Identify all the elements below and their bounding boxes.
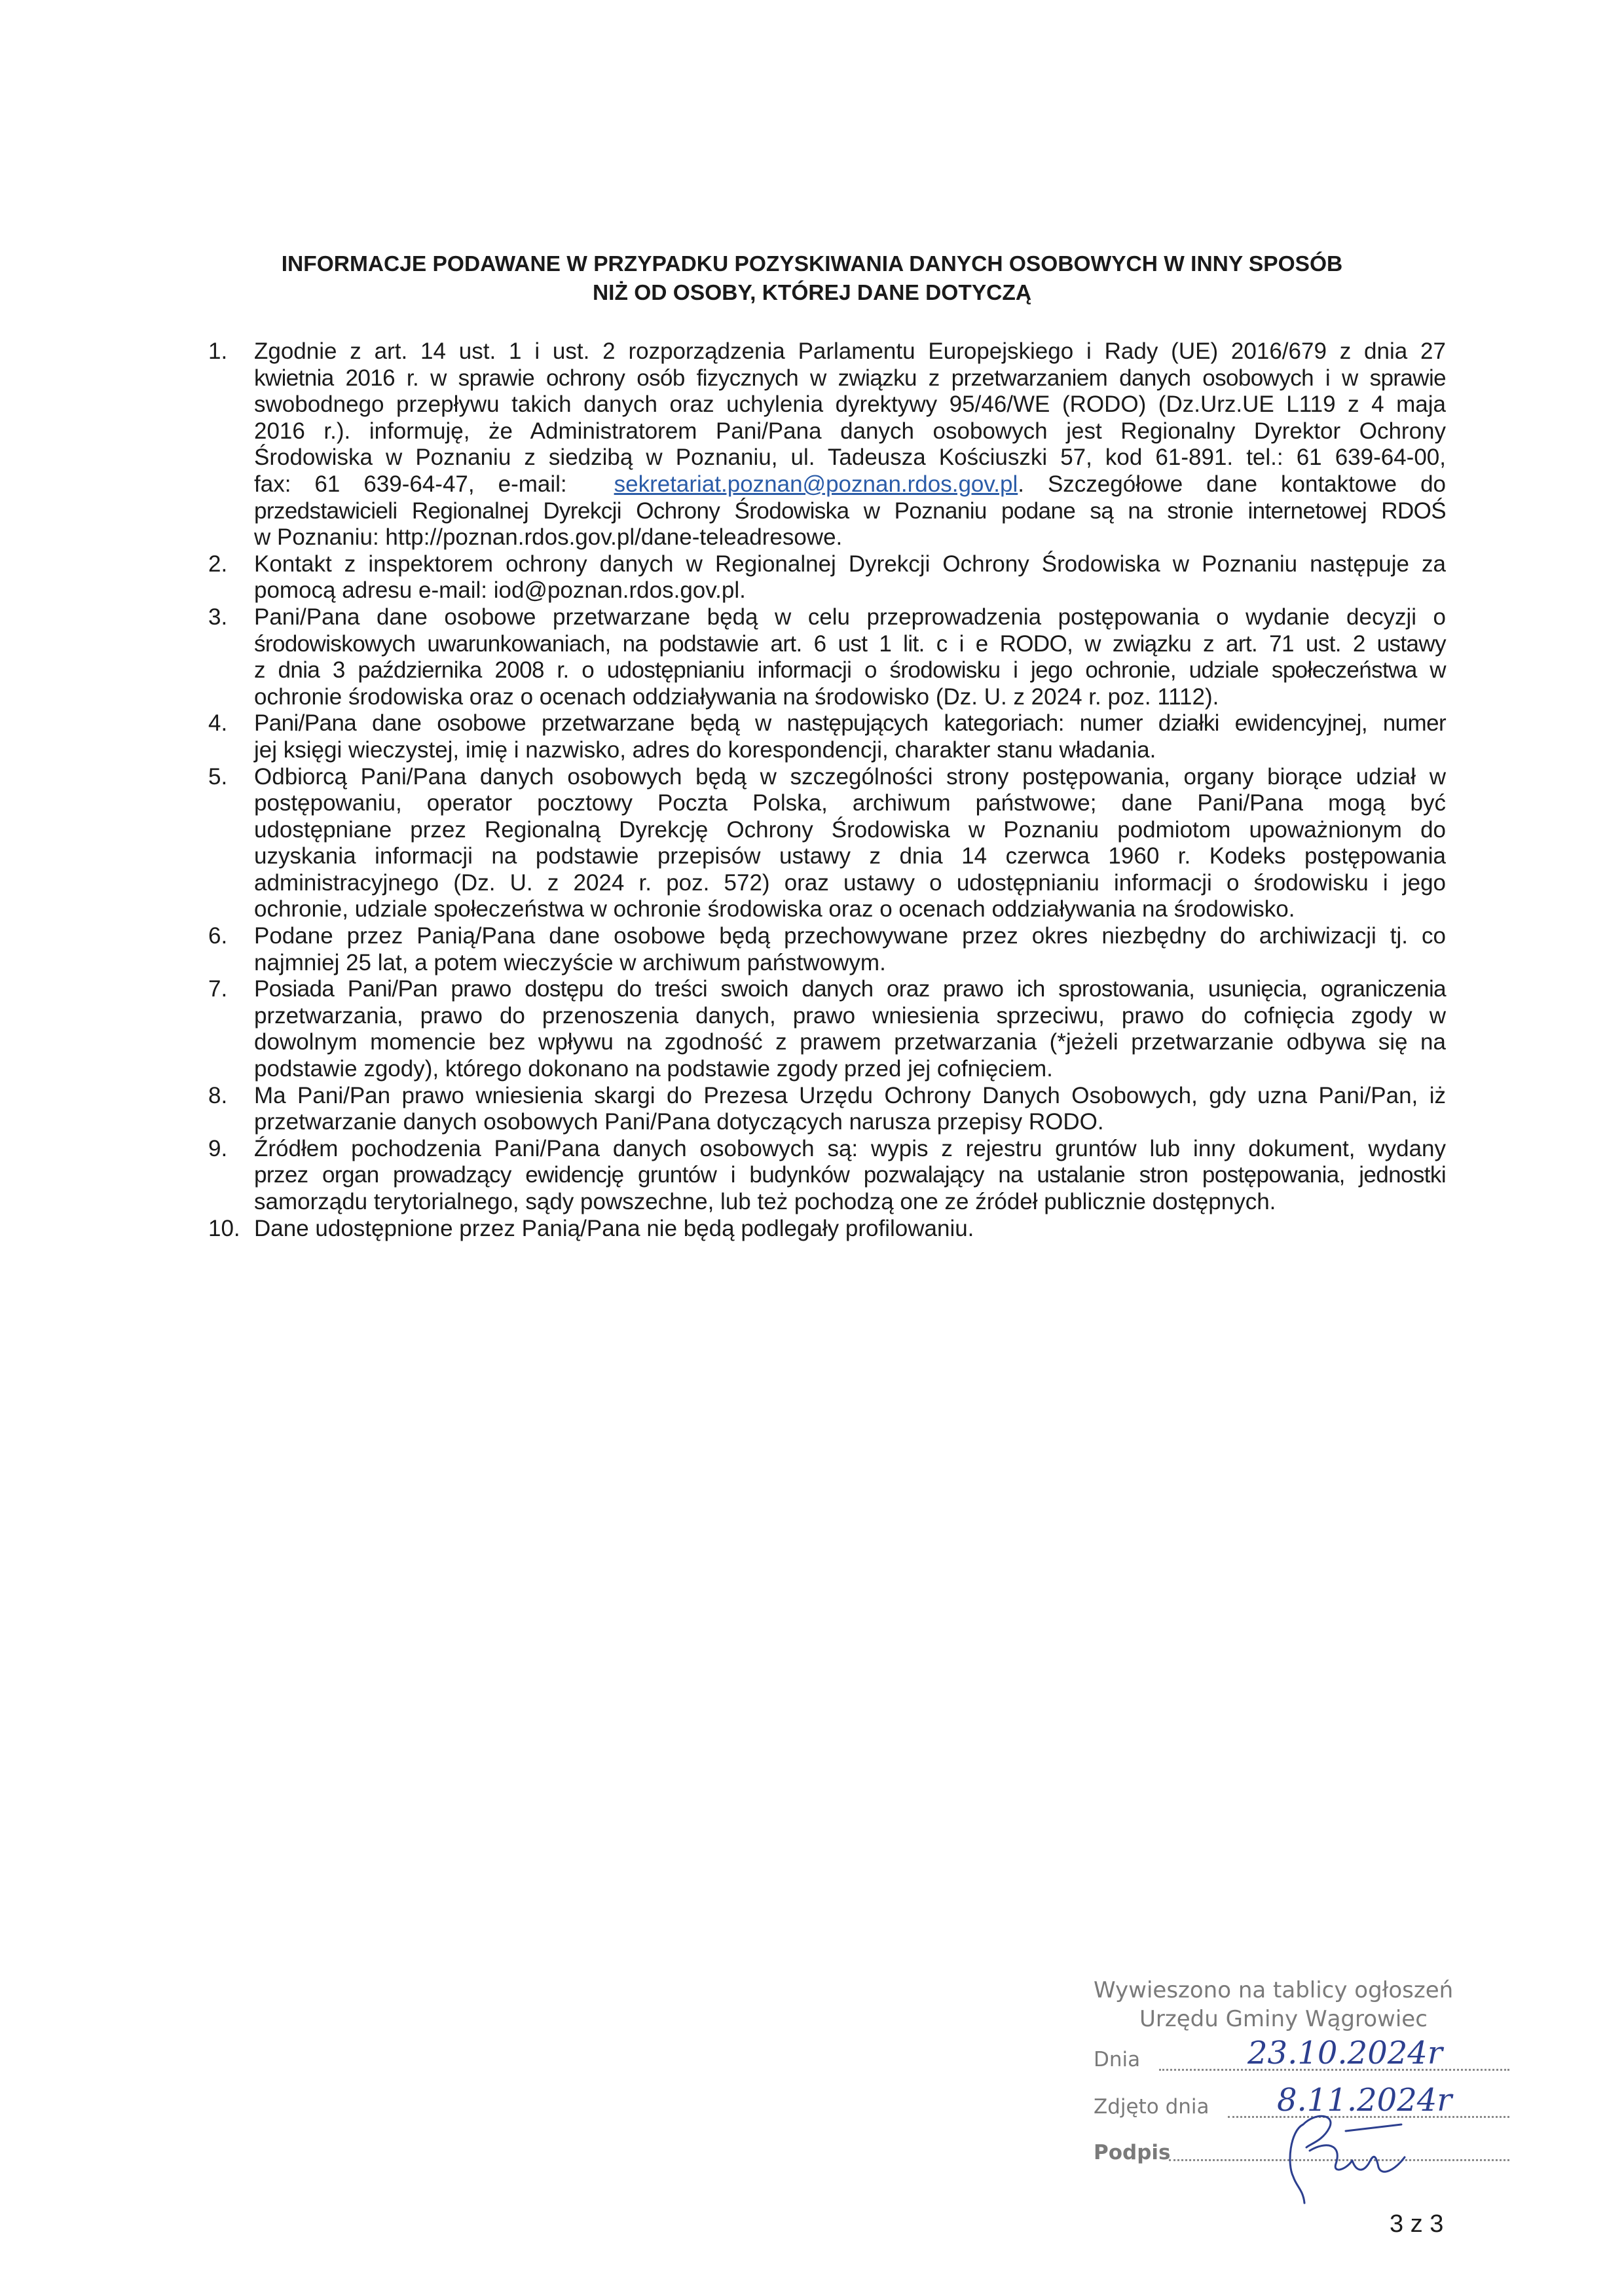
- clause-7: [208, 976, 1446, 1082]
- clause-line: Zgodnie z art. 14 ust. 1 i ust. 2 rozporządzenia Parlamentu Europejskiego i Rady (UE) 2016/679 z dnia 27: [254, 338, 1446, 364]
- clause-8: [208, 1083, 1446, 1136]
- clause-line: ochronie środowiska oraz o ocenach oddziaływania na środowisko (Dz. U. z 2024 r. poz. 1112).: [254, 683, 1219, 710]
- clause-line: postępowaniu, operator pocztowy Poczta Polska, archiwum państwowe; dane Pani/Pana mogą być: [254, 790, 1446, 816]
- clause-4: [208, 710, 1446, 763]
- clause-line: w Poznaniu: http://poznan.rdos.gov.pl/dane-teleadresowe.: [254, 524, 843, 551]
- stamp-signature-label: Podpis: [1094, 2141, 1171, 2164]
- page-number: 3 z 3: [1390, 2210, 1444, 2238]
- clause-number: 4.: [208, 710, 228, 737]
- clause-6: [208, 923, 1446, 976]
- clause-line: przedstawicieli Regionalnej Dyrekcji Ochrony Środowiska w Poznaniu podane są na stronie internetowej RDOŚ: [254, 498, 1446, 524]
- clause-line: jej księgi wieczystej, imię i nazwisko, adres do korespondencji, charakter stanu władania.: [254, 737, 1156, 763]
- clause-line: z dnia 3 października 2008 r. o udostępnianiu informacji o środowisku i jego ochronie, udziale społeczeństwa w: [254, 657, 1446, 683]
- clause-line: Pani/Pana dane osobowe przetwarzane będą w celu przeprowadzenia postępowania o wydanie decyzji o: [254, 604, 1446, 630]
- clause-line: Podane przez Panią/Pana dane osobowe będą przechowywane przez okres niezbędny do archiwizacji tj. co: [254, 923, 1446, 949]
- clause-line: ochronie, udziale społeczeństwa w ochronie środowiska oraz o ocenach oddziaływania na środowisko.: [254, 896, 1295, 922]
- clause-line: udostępniane przez Regionalną Dyrekcję Ochrony Środowiska w Poznaniu podmiotom upoważnionym do: [254, 816, 1446, 843]
- clause-line: podstawie zgody), którego dokonano na podstawie zgody przed jej cofnięciem.: [254, 1056, 1053, 1082]
- clause-9: [208, 1136, 1446, 1216]
- clause-number: 1.: [208, 338, 228, 364]
- removed-date-handwritten: 8.11.2024r: [1277, 2082, 1452, 2119]
- clause-line: samorządu terytorialnego, sądy powszechne, lub też pochodzą one ze źródeł publicznie dostępnych.: [254, 1189, 1276, 1214]
- clause-line: przez organ prowadzący ewidencję gruntów i budynków pozwalający na ustalanie stron postępowania, jednostki: [254, 1162, 1446, 1188]
- clause-line: Źródłem pochodzenia Pani/Pana danych osobowych są: wypis z rejestru gruntów lub inny dokument, wydany: [254, 1135, 1446, 1161]
- clause-line: Kontakt z inspektorem ochrony danych w Regionalnej Dyrekcji Ochrony Środowiska w Poznaniu następuje za: [254, 551, 1446, 577]
- clause-line: przetwarzania, prawo do przenoszenia danych, prawo wniesienia sprzeciwu, prawo do cofnięcia zgody w: [254, 1002, 1446, 1029]
- stamp-office-name: Urzędu Gminy Wągrowiec: [1139, 2006, 1428, 2032]
- title-line-1: INFORMACJE PODAWANE W PRZYPADKU POZYSKIWANIA DANYCH OSOBOWYCH W INNY SPOSÓB: [281, 252, 1343, 276]
- clause-3: [208, 604, 1446, 710]
- clause-line-with-email: [254, 471, 1446, 498]
- secretariat-email-link[interactable]: sekretariat.poznan@poznan.rdos.gov.pl: [614, 471, 1018, 497]
- clause-number: 2.: [208, 551, 228, 577]
- clause-line: swobodnego przepływu takich danych oraz uchylenia dyrektywy 95/46/WE (RODO) (Dz.Urz.UE L119 z 4 maja: [254, 392, 1446, 418]
- clause-line: administracyjnego (Dz. U. z 2024 r. poz. 572) oraz ustawy o udostępnianiu informacji o środowisku i jego: [254, 869, 1446, 896]
- clause-line: Posiada Pani/Pan prawo dostępu do treści swoich danych oraz prawo ich sprostowania, usunięcia, ograniczenia: [254, 976, 1446, 1002]
- email-label: fax: 61 639-64-47, e-mail:: [254, 471, 567, 497]
- information-clauses-list: [208, 338, 1446, 1242]
- clause-line: Ma Pani/Pan prawo wniesienia skargi do Prezesa Urzędu Ochrony Danych Osobowych, gdy uzna Pani/Pan, iż: [254, 1082, 1446, 1108]
- stamp-date-label: Dnia: [1094, 2048, 1141, 2071]
- contact-details-text: . Szczegółowe dane kontaktowe do: [1018, 471, 1446, 497]
- stamp-posted-text: Wywieszono na tablicy ogłoszeń: [1094, 1977, 1454, 2003]
- clause-number: 8.: [208, 1082, 228, 1108]
- clause-number: 6.: [208, 923, 228, 949]
- title-line-2: NIŻ OD OSOBY, KTÓREJ DANE DOTYCZĄ: [592, 281, 1032, 305]
- clause-line: uzyskania informacji na podstawie przepisów ustawy z dnia 14 czerwca 1960 r. Kodeks postępowania: [254, 843, 1446, 869]
- clause-line: najmniej 25 lat, a potem wieczyście w archiwum państwowym.: [254, 949, 886, 975]
- document-title: [196, 250, 1428, 308]
- handwritten-signature: [1264, 2105, 1414, 2210]
- clause-line: dowolnym momencie bez wpływu na zgodność z prawem przetwarzania (*jeżeli przetwarzanie odbywa się na: [254, 1029, 1446, 1055]
- clause-line: Środowiska w Poznaniu z siedzibą w Poznaniu, ul. Tadeusza Kościuszki 57, kod 61-891. tel.: 61 639-64-00,: [254, 445, 1446, 471]
- stamp-removed-label: Zdjęto dnia: [1094, 2095, 1209, 2119]
- clause-number: 10.: [208, 1215, 240, 1241]
- clause-2: [208, 551, 1446, 604]
- clause-number: 3.: [208, 604, 228, 630]
- clause-line: Odbiorcą Pani/Pana danych osobowych będą w szczególności strony postępowania, organy biorące udział w: [254, 763, 1446, 790]
- clause-number: 9.: [208, 1135, 228, 1161]
- posted-date-handwritten: 23.10.2024r: [1247, 2035, 1443, 2071]
- clause-line: kwietnia 2016 r. w sprawie ochrony osób fizycznych w związku z przetwarzaniem danych osobowych i w sprawie: [254, 365, 1446, 391]
- clause-10: [208, 1216, 1446, 1243]
- clause-line: Pani/Pana dane osobowe przetwarzane będą w następujących kategoriach: numer działki ewidencyjnej, numer: [254, 710, 1446, 737]
- clause-line: środowiskowych uwarunkowaniach, na podstawie art. 6 ust 1 lit. c i e RODO, w związku z art. 71 ust. 2 ustawy: [254, 630, 1446, 657]
- clause-number: 5.: [208, 763, 228, 790]
- clause-number: 7.: [208, 976, 228, 1002]
- clause-1: [208, 338, 1446, 551]
- clause-line: Dane udostępnione przez Panią/Pana nie będą podlegały profilowaniu.: [254, 1215, 974, 1241]
- clause-5: [208, 764, 1446, 924]
- clause-line: 2016 r.). informuję, że Administratorem Pani/Pana danych osobowych jest Regionalny Dyrektor Ochrony: [254, 418, 1446, 444]
- clause-line: przetwarzanie danych osobowych Pani/Pana dotyczących narusza przepisy RODO.: [254, 1109, 1104, 1135]
- clause-line: pomocą adresu e-mail: iod@poznan.rdos.gov.pl.: [254, 577, 746, 604]
